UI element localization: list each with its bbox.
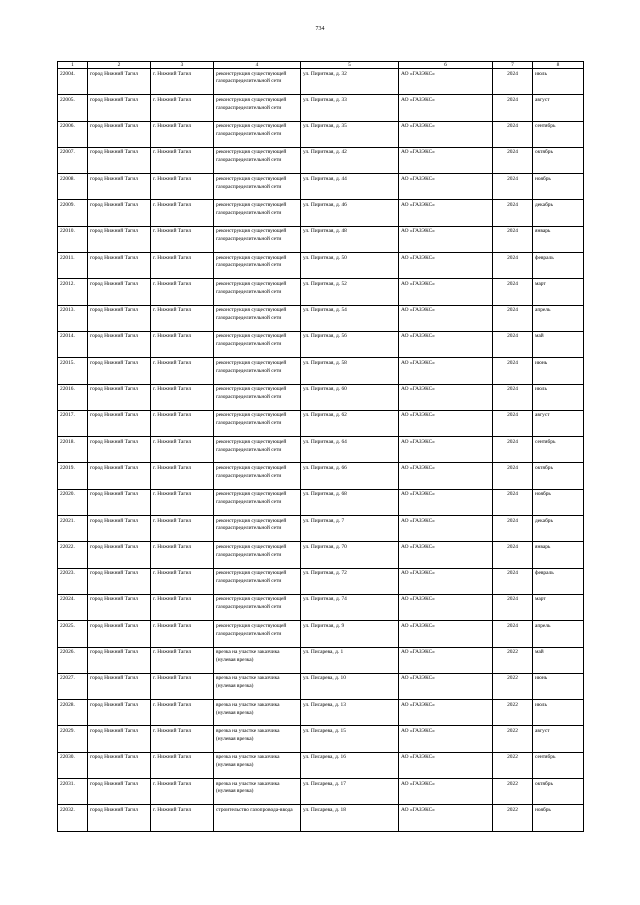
work-type-cell: врезка на участке заказчика (нулевая врезка) [214,673,301,699]
settlement-cell: г. Нижний Тагил [151,489,214,515]
municipality-cell: город Нижний Тагил [88,779,151,805]
month-cell: сентябрь [533,437,584,463]
organization-cell: АО «ГАЗЭКС» [399,489,493,515]
organization-cell: АО «ГАЗЭКС» [399,779,493,805]
organization-cell: АО «ГАЗЭКС» [399,69,493,95]
month-cell: август [533,410,584,436]
settlement-cell: г. Нижний Тагил [151,410,214,436]
table-row [58,437,584,463]
organization-cell: АО «ГАЗЭКС» [399,226,493,252]
address-cell: ул. Пиритная, д. 68 [301,489,399,515]
year-cell: 2024 [493,95,533,121]
month-cell: июнь [533,673,584,699]
settlement-cell: г. Нижний Тагил [151,673,214,699]
address-cell: ул. Пиритная, д. 58 [301,358,399,384]
settlement-cell: г. Нижний Тагил [151,700,214,726]
month-cell: декабрь [533,516,584,542]
table-row [58,647,584,673]
address-cell: ул. Пиритная, д. 54 [301,305,399,331]
month-cell: апрель [533,621,584,647]
year-cell: 2022 [493,752,533,778]
month-cell: май [533,331,584,357]
settlement-cell: г. Нижний Тагил [151,542,214,568]
municipality-cell: город Нижний Тагил [88,542,151,568]
year-cell: 2024 [493,253,533,279]
month-cell: июнь [533,358,584,384]
organization-cell: АО «ГАЗЭКС» [399,463,493,489]
row-number-cell: 22014. [58,331,88,357]
work-type-cell: реконструкция существующей газораспределительной сети [214,358,301,384]
month-cell: декабрь [533,200,584,226]
organization-cell: АО «ГАЗЭКС» [399,700,493,726]
row-number-cell: 22028. [58,700,88,726]
organization-cell: АО «ГАЗЭКС» [399,568,493,594]
organization-cell: АО «ГАЗЭКС» [399,516,493,542]
address-cell: ул. Пиритная, д. 44 [301,174,399,200]
settlement-cell: г. Нижний Тагил [151,253,214,279]
organization-cell: АО «ГАЗЭКС» [399,279,493,305]
table-row [58,752,584,778]
table-row [58,463,584,489]
address-cell: ул. Пиритная, д. 74 [301,594,399,620]
table-row [58,594,584,620]
row-number-cell: 22021. [58,516,88,542]
settlement-cell: г. Нижний Тагил [151,463,214,489]
row-number-cell: 22023. [58,568,88,594]
work-type-cell: реконструкция существующей газораспределительной сети [214,147,301,173]
table-row [58,95,584,121]
organization-cell: АО «ГАЗЭКС» [399,542,493,568]
table-row [58,542,584,568]
year-cell: 2024 [493,516,533,542]
year-cell: 2022 [493,726,533,752]
settlement-cell: г. Нижний Тагил [151,147,214,173]
table-row [58,358,584,384]
row-number-cell: 22008. [58,174,88,200]
work-type-cell: врезка на участке заказчика (нулевая врезка) [214,779,301,805]
year-cell: 2022 [493,805,533,831]
municipality-cell: город Нижний Тагил [88,726,151,752]
settlement-cell: г. Нижний Тагил [151,226,214,252]
data-table [57,61,584,832]
settlement-cell: г. Нижний Тагил [151,174,214,200]
organization-cell: АО «ГАЗЭКС» [399,410,493,436]
municipality-cell: город Нижний Тагил [88,489,151,515]
organization-cell: АО «ГАЗЭКС» [399,594,493,620]
work-type-cell: реконструкция существующей газораспределительной сети [214,463,301,489]
address-cell: ул. Писарева, д. 1 [301,647,399,673]
year-cell: 2024 [493,621,533,647]
year-cell: 2024 [493,121,533,147]
settlement-cell: г. Нижний Тагил [151,358,214,384]
table-row [58,253,584,279]
year-cell: 2022 [493,647,533,673]
settlement-cell: г. Нижний Тагил [151,384,214,410]
municipality-cell: город Нижний Тагил [88,647,151,673]
settlement-cell: г. Нижний Тагил [151,95,214,121]
settlement-cell: г. Нижний Тагил [151,726,214,752]
address-cell: ул. Писарева, д. 18 [301,805,399,831]
work-type-cell: строительство газопровода-ввода [214,805,301,831]
row-number-cell: 22016. [58,384,88,410]
row-number-cell: 22017. [58,410,88,436]
year-cell: 2024 [493,226,533,252]
settlement-cell: г. Нижний Тагил [151,331,214,357]
table-row [58,700,584,726]
settlement-cell: г. Нижний Тагил [151,69,214,95]
organization-cell: АО «ГАЗЭКС» [399,305,493,331]
year-cell: 2024 [493,489,533,515]
year-cell: 2024 [493,200,533,226]
municipality-cell: город Нижний Тагил [88,805,151,831]
column-header-3: 3 [151,62,214,69]
work-type-cell: реконструкция существующей газораспределительной сети [214,279,301,305]
organization-cell: АО «ГАЗЭКС» [399,200,493,226]
municipality-cell: город Нижний Тагил [88,279,151,305]
row-number-cell: 22027. [58,673,88,699]
table-row [58,305,584,331]
work-type-cell: реконструкция существующей газораспределительной сети [214,305,301,331]
row-number-cell: 22015. [58,358,88,384]
municipality-cell: город Нижний Тагил [88,384,151,410]
organization-cell: АО «ГАЗЭКС» [399,805,493,831]
work-type-cell: реконструкция существующей газораспределительной сети [214,226,301,252]
work-type-cell: реконструкция существующей газораспределительной сети [214,542,301,568]
table-row [58,673,584,699]
column-header-8: 8 [533,62,584,69]
organization-cell: АО «ГАЗЭКС» [399,121,493,147]
address-cell: ул. Пиритная, д. 42 [301,147,399,173]
settlement-cell: г. Нижний Тагил [151,752,214,778]
table-row [58,384,584,410]
table-row [58,331,584,357]
row-number-cell: 22010. [58,226,88,252]
year-cell: 2022 [493,700,533,726]
row-number-cell: 22005. [58,95,88,121]
page-number: 734 [315,26,325,32]
year-cell: 2022 [493,673,533,699]
address-cell: ул. Писарева, д. 16 [301,752,399,778]
work-type-cell: реконструкция существующей газораспределительной сети [214,253,301,279]
address-cell: ул. Писарева, д. 13 [301,700,399,726]
column-header-7: 7 [493,62,533,69]
municipality-cell: город Нижний Тагил [88,410,151,436]
month-cell: октябрь [533,779,584,805]
municipality-cell: город Нижний Тагил [88,331,151,357]
year-cell: 2024 [493,174,533,200]
work-type-cell: реконструкция существующей газораспределительной сети [214,95,301,121]
address-cell: ул. Пиритная, д. 72 [301,568,399,594]
column-header-6: 6 [399,62,493,69]
municipality-cell: город Нижний Тагил [88,253,151,279]
table-row [58,568,584,594]
year-cell: 2024 [493,358,533,384]
column-header-5: 5 [301,62,399,69]
organization-cell: АО «ГАЗЭКС» [399,621,493,647]
work-type-cell: врезка на участке заказчика (нулевая врезка) [214,700,301,726]
month-cell: сентябрь [533,121,584,147]
table-row [58,621,584,647]
month-cell: ноябрь [533,174,584,200]
month-cell: февраль [533,253,584,279]
address-cell: ул. Пиритная, д. 46 [301,200,399,226]
address-cell: ул. Писарева, д. 15 [301,726,399,752]
month-cell: март [533,594,584,620]
settlement-cell: г. Нижний Тагил [151,121,214,147]
work-type-cell: врезка на участке заказчика (нулевая врезка) [214,752,301,778]
municipality-cell: город Нижний Тагил [88,516,151,542]
settlement-cell: г. Нижний Тагил [151,805,214,831]
row-number-cell: 22013. [58,305,88,331]
municipality-cell: город Нижний Тагил [88,200,151,226]
work-type-cell: реконструкция существующей газораспределительной сети [214,489,301,515]
address-cell: ул. Пиритная, д. 60 [301,384,399,410]
row-number-cell: 22031. [58,779,88,805]
work-type-cell: реконструкция существующей газораспределительной сети [214,437,301,463]
organization-cell: АО «ГАЗЭКС» [399,673,493,699]
organization-cell: АО «ГАЗЭКС» [399,358,493,384]
table-row [58,516,584,542]
year-cell: 2024 [493,69,533,95]
table-row [58,779,584,805]
month-cell: октябрь [533,147,584,173]
address-cell: ул. Пиритная, д. 32 [301,69,399,95]
month-cell: август [533,95,584,121]
row-number-cell: 22004. [58,69,88,95]
municipality-cell: город Нижний Тагил [88,95,151,121]
municipality-cell: город Нижний Тагил [88,621,151,647]
month-cell: июль [533,69,584,95]
organization-cell: АО «ГАЗЭКС» [399,752,493,778]
row-number-cell: 22029. [58,726,88,752]
address-cell: ул. Пиритная, д. 62 [301,410,399,436]
table-row [58,226,584,252]
month-cell: июль [533,384,584,410]
address-cell: ул. Пиритная, д. 7 [301,516,399,542]
table-row [58,726,584,752]
municipality-cell: город Нижний Тагил [88,358,151,384]
work-type-cell: врезка на участке заказчика (нулевая врезка) [214,726,301,752]
organization-cell: АО «ГАЗЭКС» [399,331,493,357]
row-number-cell: 22024. [58,594,88,620]
organization-cell: АО «ГАЗЭКС» [399,147,493,173]
row-number-cell: 22012. [58,279,88,305]
row-number-cell: 22011. [58,253,88,279]
table-row [58,147,584,173]
row-number-cell: 22032. [58,805,88,831]
table-row [58,69,584,95]
organization-cell: АО «ГАЗЭКС» [399,647,493,673]
work-type-cell: реконструкция существующей газораспределительной сети [214,594,301,620]
organization-cell: АО «ГАЗЭКС» [399,253,493,279]
municipality-cell: город Нижний Тагил [88,147,151,173]
settlement-cell: г. Нижний Тагил [151,594,214,620]
address-cell: ул. Пиритная, д. 9 [301,621,399,647]
row-number-cell: 22019. [58,463,88,489]
address-cell: ул. Пиритная, д. 33 [301,95,399,121]
settlement-cell: г. Нижний Тагил [151,305,214,331]
table-row [58,279,584,305]
row-number-cell: 22007. [58,147,88,173]
table-row [58,200,584,226]
address-cell: ул. Пиритная, д. 52 [301,279,399,305]
work-type-cell: врезка на участке заказчика (нулевая врезка) [214,647,301,673]
row-number-cell: 22018. [58,437,88,463]
address-cell: ул. Пиритная, д. 64 [301,437,399,463]
municipality-cell: город Нижний Тагил [88,305,151,331]
table-body [58,69,584,832]
municipality-cell: город Нижний Тагил [88,594,151,620]
municipality-cell: город Нижний Тагил [88,568,151,594]
table-row [58,174,584,200]
address-cell: ул. Писарева, д. 17 [301,779,399,805]
work-type-cell: реконструкция существующей газораспределительной сети [214,121,301,147]
month-cell: апрель [533,305,584,331]
settlement-cell: г. Нижний Тагил [151,621,214,647]
work-type-cell: реконструкция существующей газораспределительной сети [214,568,301,594]
year-cell: 2024 [493,331,533,357]
year-cell: 2024 [493,384,533,410]
column-header-4: 4 [214,62,301,69]
month-cell: октябрь [533,463,584,489]
month-cell: ноябрь [533,489,584,515]
address-cell: ул. Пиритная, д. 56 [301,331,399,357]
municipality-cell: город Нижний Тагил [88,437,151,463]
year-cell: 2022 [493,779,533,805]
row-number-cell: 22025. [58,621,88,647]
month-cell: июль [533,700,584,726]
row-number-cell: 22022. [58,542,88,568]
year-cell: 2024 [493,147,533,173]
month-cell: ноябрь [533,805,584,831]
address-cell: ул. Пиритная, д. 70 [301,542,399,568]
municipality-cell: город Нижний Тагил [88,121,151,147]
settlement-cell: г. Нижний Тагил [151,437,214,463]
row-number-cell: 22020. [58,489,88,515]
address-cell: ул. Пиритная, д. 35 [301,121,399,147]
year-cell: 2024 [493,437,533,463]
municipality-cell: город Нижний Тагил [88,752,151,778]
month-cell: сентябрь [533,752,584,778]
month-cell: январь [533,542,584,568]
settlement-cell: г. Нижний Тагил [151,279,214,305]
address-cell: ул. Пиритная, д. 48 [301,226,399,252]
column-header-1: 1 [58,62,88,69]
year-cell: 2024 [493,594,533,620]
table-row [58,805,584,831]
address-cell: ул. Пиритная, д. 50 [301,253,399,279]
municipality-cell: город Нижний Тагил [88,463,151,489]
settlement-cell: г. Нижний Тагил [151,200,214,226]
row-number-cell: 22006. [58,121,88,147]
work-type-cell: реконструкция существующей газораспределительной сети [214,516,301,542]
year-cell: 2024 [493,568,533,594]
month-cell: март [533,279,584,305]
organization-cell: АО «ГАЗЭКС» [399,726,493,752]
municipality-cell: город Нижний Тагил [88,174,151,200]
settlement-cell: г. Нижний Тагил [151,516,214,542]
year-cell: 2024 [493,410,533,436]
month-cell: май [533,647,584,673]
municipality-cell: город Нижний Тагил [88,69,151,95]
settlement-cell: г. Нижний Тагил [151,647,214,673]
settlement-cell: г. Нижний Тагил [151,568,214,594]
year-cell: 2024 [493,542,533,568]
work-type-cell: реконструкция существующей газораспределительной сети [214,384,301,410]
work-type-cell: реконструкция существующей газораспределительной сети [214,200,301,226]
settlement-cell: г. Нижний Тагил [151,779,214,805]
organization-cell: АО «ГАЗЭКС» [399,384,493,410]
table-row [58,489,584,515]
row-number-cell: 22030. [58,752,88,778]
month-cell: август [533,726,584,752]
year-cell: 2024 [493,305,533,331]
organization-cell: АО «ГАЗЭКС» [399,95,493,121]
address-cell: ул. Писарева, д. 10 [301,673,399,699]
work-type-cell: реконструкция существующей газораспределительной сети [214,410,301,436]
organization-cell: АО «ГАЗЭКС» [399,174,493,200]
row-number-cell: 22009. [58,200,88,226]
year-cell: 2024 [493,463,533,489]
municipality-cell: город Нижний Тагил [88,226,151,252]
year-cell: 2024 [493,279,533,305]
row-number-cell: 22026. [58,647,88,673]
work-type-cell: реконструкция существующей газораспределительной сети [214,69,301,95]
municipality-cell: город Нижний Тагил [88,700,151,726]
work-type-cell: реконструкция существующей газораспределительной сети [214,621,301,647]
work-type-cell: реконструкция существующей газораспределительной сети [214,331,301,357]
table-row [58,121,584,147]
address-cell: ул. Пиритная, д. 66 [301,463,399,489]
table-row [58,410,584,436]
month-cell: февраль [533,568,584,594]
table-header-row [58,62,584,69]
work-type-cell: реконструкция существующей газораспределительной сети [214,174,301,200]
organization-cell: АО «ГАЗЭКС» [399,437,493,463]
municipality-cell: город Нижний Тагил [88,673,151,699]
column-header-2: 2 [88,62,151,69]
month-cell: январь [533,226,584,252]
